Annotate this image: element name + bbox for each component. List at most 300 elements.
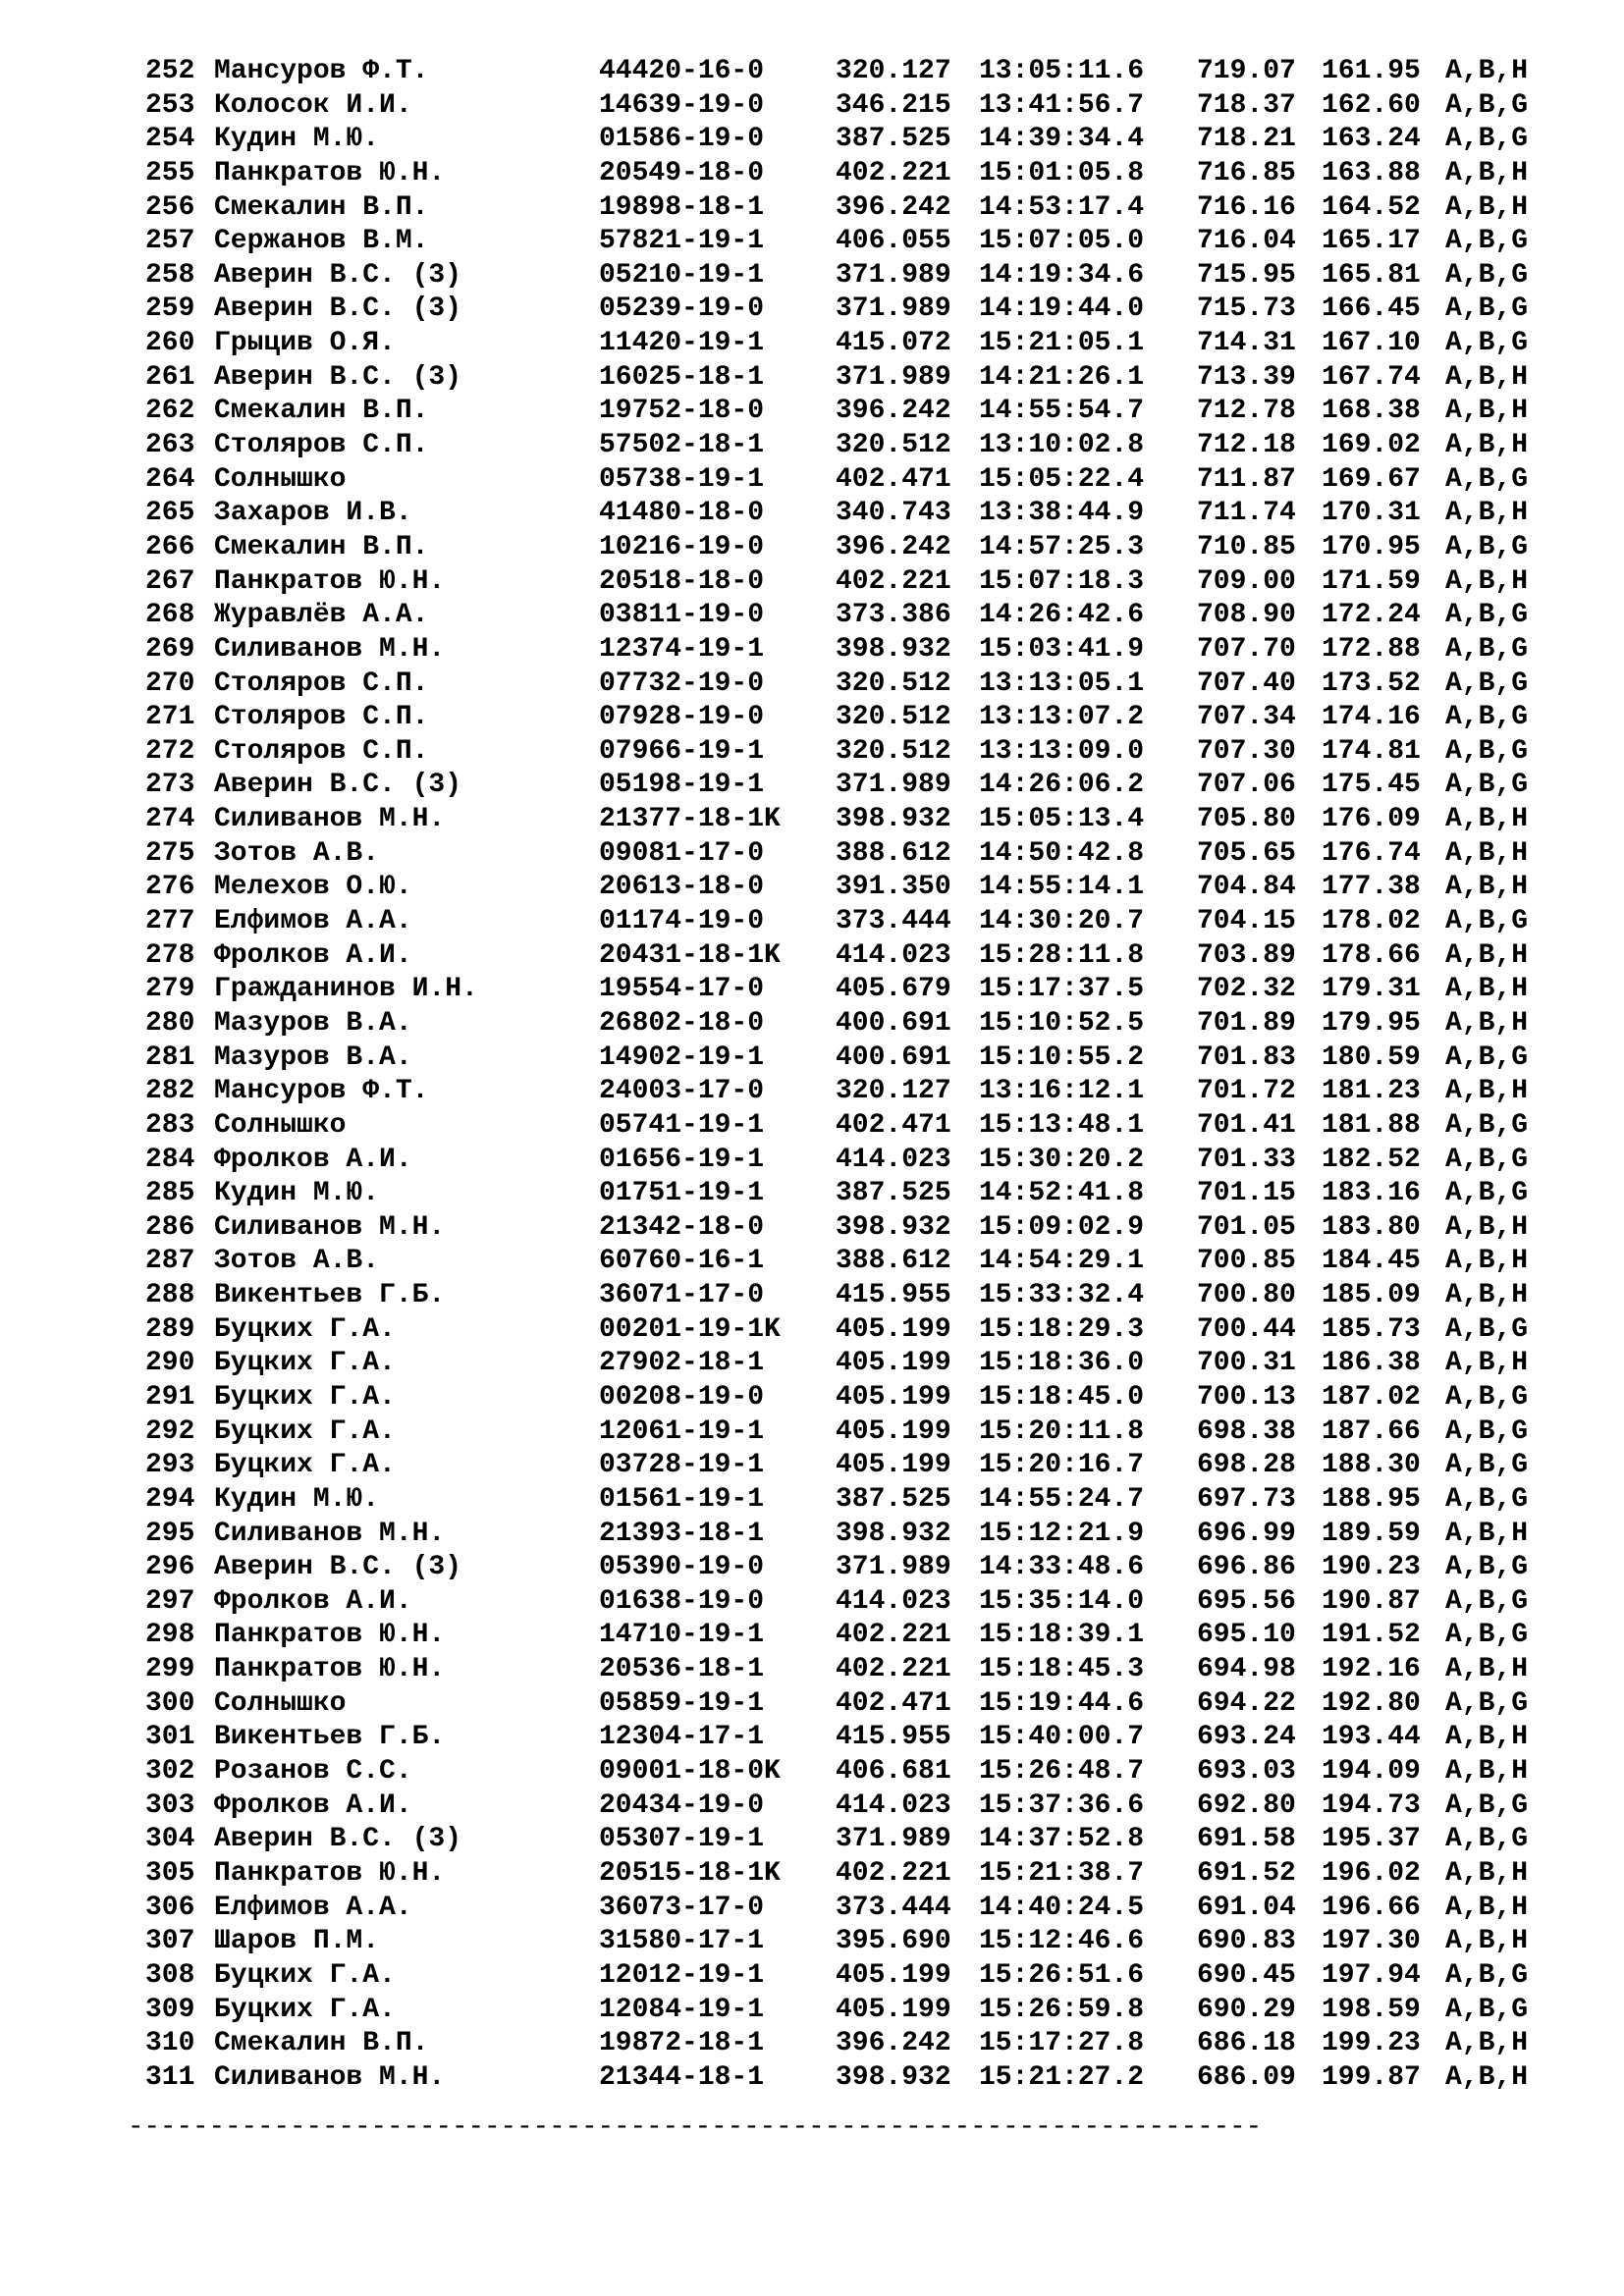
flags: A,B,G [1445,124,1529,155]
table-row [145,327,1563,361]
fancier-name: Розанов С.С. [214,1756,412,1788]
flags: A,B,G [1445,1313,1529,1345]
ring-number: 41480-18-0 [599,498,765,529]
flags: A,B,G [1445,226,1529,257]
fancier-name: Викентьев Г.Б. [214,1722,446,1753]
speed: 707.34 [1197,702,1296,733]
ring-number: 20613-18-0 [599,872,765,903]
fancier-name: Буцких Г.А. [214,1959,396,1991]
ring-number: 57821-19-1 [599,226,765,257]
table-row [145,633,1563,667]
flags: A,B,H [1445,974,1529,1005]
distance: 405.679 [836,974,951,1005]
ring-number: 09081-17-0 [599,837,765,869]
points: 174.81 [1322,735,1421,767]
fancier-name: Аверин В.С. (3) [214,770,462,801]
distance: 387.525 [836,1483,951,1515]
fancier-name: Буцких Г.А. [214,1313,396,1345]
speed: 711.74 [1197,498,1296,529]
fancier-name: Силиванов М.Н. [214,2061,446,2093]
points: 194.73 [1322,1789,1421,1821]
fancier-name: Елфимов А.А. [214,1892,412,1923]
row-number: 292 [145,1415,195,1447]
distance: 387.525 [836,124,951,155]
row-number: 272 [145,735,195,767]
points: 199.23 [1322,2028,1421,2059]
points: 169.67 [1322,463,1421,495]
speed: 698.38 [1197,1415,1296,1447]
arrival-time: 15:18:45.3 [979,1654,1145,1685]
points: 161.95 [1322,56,1421,86]
row-number: 276 [145,872,195,903]
table-row [145,429,1563,463]
flags: A,B,G [1445,1178,1529,1209]
ring-number: 01174-19-0 [599,906,765,937]
points: 197.30 [1322,1926,1421,1957]
fancier-name: Столяров С.П. [214,735,429,767]
table-row [145,463,1563,498]
arrival-time: 15:33:32.4 [979,1280,1145,1311]
fancier-name: Панкратов Ю.Н. [214,1654,446,1685]
flags: A,B,G [1445,531,1529,562]
row-number: 280 [145,1007,195,1039]
fancier-name: Викентьев Г.Б. [214,1280,446,1311]
points: 170.31 [1322,498,1421,529]
points: 185.09 [1322,1280,1421,1311]
flags: A,B,G [1445,1789,1529,1821]
distance: 371.989 [836,1824,951,1855]
table-row [145,1279,1563,1313]
ring-number: 21344-18-1 [599,2061,765,2093]
row-number: 269 [145,633,195,665]
flags: A,B,G [1445,906,1529,937]
ring-number: 21393-18-1 [599,1518,765,1549]
points: 170.95 [1322,531,1421,562]
row-number: 299 [145,1654,195,1685]
points: 165.17 [1322,226,1421,257]
arrival-time: 14:33:48.6 [979,1552,1145,1583]
fancier-name: Мазуров В.А. [214,1041,412,1073]
ring-number: 57502-18-1 [599,430,765,461]
points: 172.88 [1322,633,1421,665]
points: 178.66 [1322,939,1421,971]
table-row [145,1449,1563,1483]
fancier-name: Смекалин В.П. [214,396,429,427]
points: 179.95 [1322,1007,1421,1039]
arrival-time: 13:10:02.8 [979,430,1145,461]
row-number: 293 [145,1450,195,1481]
fancier-name: Силиванов М.Н. [214,633,446,665]
speed: 712.78 [1197,396,1296,427]
arrival-time: 15:37:36.6 [979,1789,1145,1821]
points: 190.87 [1322,1585,1421,1617]
distance: 371.989 [836,294,951,325]
arrival-time: 15:26:59.8 [979,1994,1145,2025]
speed: 686.18 [1197,2028,1296,2059]
distance: 320.512 [836,702,951,733]
arrival-time: 15:35:14.0 [979,1585,1145,1617]
results-table [145,55,1563,2095]
distance: 396.242 [836,396,951,427]
points: 176.74 [1322,837,1421,869]
arrival-time: 15:10:55.2 [979,1041,1145,1073]
row-number: 307 [145,1926,195,1957]
row-number: 310 [145,2028,195,2059]
arrival-time: 14:55:14.1 [979,872,1145,903]
flags: A,B,H [1445,1280,1529,1311]
distance: 402.221 [836,565,951,597]
table-row [145,1857,1563,1892]
fancier-name: Смекалин В.П. [214,2028,429,2059]
flags: A,B,H [1445,1211,1529,1243]
table-row [145,123,1563,157]
row-number: 258 [145,259,195,291]
arrival-time: 13:38:44.9 [979,498,1145,529]
ring-number: 00208-19-0 [599,1381,765,1413]
arrival-time: 14:50:42.8 [979,837,1145,869]
points: 177.38 [1322,872,1421,903]
ring-number: 05210-19-1 [599,259,765,291]
speed: 700.44 [1197,1313,1296,1345]
points: 166.45 [1322,294,1421,325]
arrival-time: 14:26:42.6 [979,600,1145,631]
distance: 398.932 [836,2061,951,2093]
table-row [145,1483,1563,1518]
arrival-time: 13:16:12.1 [979,1076,1145,1107]
table-row [145,1619,1563,1653]
points: 187.66 [1322,1415,1421,1447]
distance: 346.215 [836,89,951,121]
points: 188.30 [1322,1450,1421,1481]
row-number: 303 [145,1789,195,1821]
row-number: 268 [145,600,195,631]
ring-number: 19872-18-1 [599,2028,765,2059]
speed: 691.58 [1197,1824,1296,1855]
ring-number: 12061-19-1 [599,1415,765,1447]
speed: 709.00 [1197,565,1296,597]
fancier-name: Захаров И.В. [214,498,412,529]
flags: A,B,H [1445,1076,1529,1107]
ring-number: 10216-19-0 [599,531,765,562]
fancier-name: Смекалин В.П. [214,531,429,562]
arrival-time: 15:09:02.9 [979,1211,1145,1243]
speed: 698.28 [1197,1450,1296,1481]
arrival-time: 14:54:29.1 [979,1246,1145,1277]
table-row [145,1959,1563,1994]
speed: 691.04 [1197,1892,1296,1923]
speed: 693.03 [1197,1756,1296,1788]
fancier-name: Зотов А.В. [214,1246,380,1277]
speed: 701.15 [1197,1178,1296,1209]
flags: A,B,G [1445,89,1529,121]
speed: 695.10 [1197,1620,1296,1651]
flags: A,B,G [1445,1585,1529,1617]
ring-number: 05859-19-1 [599,1687,765,1719]
distance: 402.471 [836,1109,951,1141]
table-row [145,905,1563,939]
fancier-name: Столяров С.П. [214,702,429,733]
row-number: 282 [145,1076,195,1107]
row-number: 302 [145,1756,195,1788]
ring-number: 01638-19-0 [599,1585,765,1617]
points: 184.45 [1322,1246,1421,1277]
speed: 700.80 [1197,1280,1296,1311]
row-number: 300 [145,1687,195,1719]
points: 183.16 [1322,1178,1421,1209]
points: 176.09 [1322,804,1421,835]
points: 186.38 [1322,1348,1421,1379]
points: 175.45 [1322,770,1421,801]
row-number: 277 [145,906,195,937]
table-row [145,1687,1563,1722]
table-row [145,565,1563,600]
points: 189.59 [1322,1518,1421,1549]
points: 192.16 [1322,1654,1421,1685]
fancier-name: Кудин М.Ю. [214,124,380,155]
ring-number: 12374-19-1 [599,633,765,665]
table-row [145,1823,1563,1857]
flags: A,B,G [1445,702,1529,733]
flags: A,B,H [1445,2061,1529,2093]
speed: 704.84 [1197,872,1296,903]
fancier-name: Буцких Г.А. [214,1415,396,1447]
points: 169.02 [1322,430,1421,461]
fancier-name: Солнышко [214,1687,347,1719]
ring-number: 01561-19-1 [599,1483,765,1515]
distance: 391.350 [836,872,951,903]
table-row [145,1313,1563,1348]
speed: 703.89 [1197,939,1296,971]
arrival-time: 15:26:48.7 [979,1756,1145,1788]
points: 179.31 [1322,974,1421,1005]
row-number: 306 [145,1892,195,1923]
arrival-time: 15:18:39.1 [979,1620,1145,1651]
distance: 398.932 [836,633,951,665]
points: 195.37 [1322,1824,1421,1855]
ring-number: 21342-18-0 [599,1211,765,1243]
arrival-time: 15:26:51.6 [979,1959,1145,1991]
table-row [145,939,1563,974]
speed: 712.18 [1197,430,1296,461]
fancier-name: Силиванов М.Н. [214,1211,446,1243]
ring-number: 16025-18-1 [599,361,765,393]
fancier-name: Панкратов Ю.Н. [214,1620,446,1651]
points: 188.95 [1322,1483,1421,1515]
arrival-time: 15:19:44.6 [979,1687,1145,1719]
flags: A,B,H [1445,1857,1529,1889]
row-number: 294 [145,1483,195,1515]
ring-number: 27902-18-1 [599,1348,765,1379]
distance: 405.199 [836,1959,951,1991]
arrival-time: 14:19:44.0 [979,294,1145,325]
ring-number: 36071-17-0 [599,1280,765,1311]
table-row [145,599,1563,633]
points: 178.02 [1322,906,1421,937]
table-row [145,667,1563,702]
fancier-name: Фролков А.И. [214,939,412,971]
table-row [145,1585,1563,1620]
speed: 691.52 [1197,1857,1296,1889]
flags: A,B,G [1445,1450,1529,1481]
fancier-name: Панкратов Ю.Н. [214,1857,446,1889]
table-row [145,55,1563,89]
arrival-time: 14:19:34.6 [979,259,1145,291]
fancier-name: Аверин В.С. (3) [214,259,462,291]
arrival-time: 15:18:36.0 [979,1348,1145,1379]
flags: A,B,G [1445,294,1529,325]
distance: 373.444 [836,1892,951,1923]
points: 173.52 [1322,667,1421,699]
table-row [145,1177,1563,1211]
table-row [145,1721,1563,1755]
arrival-time: 13:13:09.0 [979,735,1145,767]
points: 180.59 [1322,1041,1421,1073]
row-number: 305 [145,1857,195,1889]
table-row [145,803,1563,837]
ring-number: 20515-18-1K [599,1857,781,1889]
speed: 701.33 [1197,1144,1296,1175]
ring-number: 12304-17-1 [599,1722,765,1753]
speed: 713.39 [1197,361,1296,393]
fancier-name: Мазуров В.А. [214,1007,412,1039]
ring-number: 05741-19-1 [599,1109,765,1141]
ring-number: 07966-19-1 [599,735,765,767]
speed: 716.16 [1197,191,1296,223]
arrival-time: 15:10:52.5 [979,1007,1145,1039]
points: 164.52 [1322,191,1421,223]
row-number: 286 [145,1211,195,1243]
arrival-time: 15:18:45.0 [979,1381,1145,1413]
speed: 701.41 [1197,1109,1296,1141]
ring-number: 00201-19-1K [599,1313,781,1345]
distance: 402.471 [836,463,951,495]
row-number: 256 [145,191,195,223]
flags: A,B,G [1445,328,1529,359]
distance: 398.932 [836,804,951,835]
flags: A,B,G [1445,1041,1529,1073]
arrival-time: 15:18:29.3 [979,1313,1145,1345]
distance: 415.955 [836,1280,951,1311]
row-number: 257 [145,226,195,257]
distance: 414.023 [836,1789,951,1821]
distance: 402.471 [836,1687,951,1719]
distance: 405.199 [836,1313,951,1345]
row-number: 284 [145,1144,195,1175]
ring-number: 01656-19-1 [599,1144,765,1175]
fancier-name: Сержанов В.М. [214,226,429,257]
flags: A,B,H [1445,430,1529,461]
ring-number: 20434-19-0 [599,1789,765,1821]
fancier-name: Зотов А.В. [214,837,380,869]
row-number: 298 [145,1620,195,1651]
row-number: 311 [145,2061,195,2093]
flags: A,B,H [1445,1246,1529,1277]
row-number: 259 [145,294,195,325]
table-row [145,1211,1563,1246]
row-number: 290 [145,1348,195,1379]
fancier-name: Аверин В.С. (3) [214,294,462,325]
distance: 415.955 [836,1722,951,1753]
flags: A,B,H [1445,498,1529,529]
table-row [145,1994,1563,2028]
row-number: 301 [145,1722,195,1753]
speed: 707.30 [1197,735,1296,767]
distance: 371.989 [836,361,951,393]
fancier-name: Столяров С.П. [214,430,429,461]
distance: 395.690 [836,1926,951,1957]
ring-number: 36073-17-0 [599,1892,765,1923]
speed: 694.22 [1197,1687,1296,1719]
ring-number: 09001-18-0K [599,1756,781,1788]
speed: 701.05 [1197,1211,1296,1243]
distance: 320.512 [836,735,951,767]
table-row [145,89,1563,124]
flags: A,B,H [1445,1722,1529,1753]
distance: 388.612 [836,837,951,869]
row-number: 283 [145,1109,195,1141]
row-number: 274 [145,804,195,835]
arrival-time: 15:07:05.0 [979,226,1145,257]
flags: A,B,G [1445,1415,1529,1447]
distance: 371.989 [836,770,951,801]
arrival-time: 15:01:05.8 [979,157,1145,188]
table-row [145,871,1563,905]
distance: 400.691 [836,1041,951,1073]
flags: A,B,H [1445,565,1529,597]
row-number: 297 [145,1585,195,1617]
table-row [145,1041,1563,1076]
flags: A,B,H [1445,56,1529,86]
speed: 711.87 [1197,463,1296,495]
ring-number: 03811-19-0 [599,600,765,631]
row-number: 279 [145,974,195,1005]
points: 194.09 [1322,1756,1421,1788]
fancier-name: Кудин М.Ю. [214,1178,380,1209]
points: 165.81 [1322,259,1421,291]
flags: A,B,G [1445,259,1529,291]
points: 196.66 [1322,1892,1421,1923]
distance: 402.221 [836,1654,951,1685]
distance: 398.932 [836,1211,951,1243]
ring-number: 26802-18-0 [599,1007,765,1039]
fancier-name: Буцких Г.А. [214,1381,396,1413]
speed: 690.45 [1197,1959,1296,1991]
arrival-time: 15:12:46.6 [979,1926,1145,1957]
flags: A,B,G [1445,600,1529,631]
speed: 690.83 [1197,1926,1296,1957]
row-number: 308 [145,1959,195,1991]
points: 163.88 [1322,157,1421,188]
flags: A,B,H [1445,1518,1529,1549]
table-row [145,259,1563,294]
points: 163.24 [1322,124,1421,155]
row-number: 278 [145,939,195,971]
table-row [145,1518,1563,1552]
fancier-name: Смекалин В.П. [214,191,429,223]
speed: 705.80 [1197,804,1296,835]
points: 192.80 [1322,1687,1421,1719]
points: 196.02 [1322,1857,1421,1889]
speed: 707.70 [1197,633,1296,665]
points: 174.16 [1322,702,1421,733]
flags: A,B,G [1445,1824,1529,1855]
distance: 405.199 [836,1450,951,1481]
row-number: 271 [145,702,195,733]
table-row [145,2061,1563,2096]
speed: 718.37 [1197,89,1296,121]
table-row [145,1653,1563,1687]
fancier-name: Колосок И.И. [214,89,412,121]
